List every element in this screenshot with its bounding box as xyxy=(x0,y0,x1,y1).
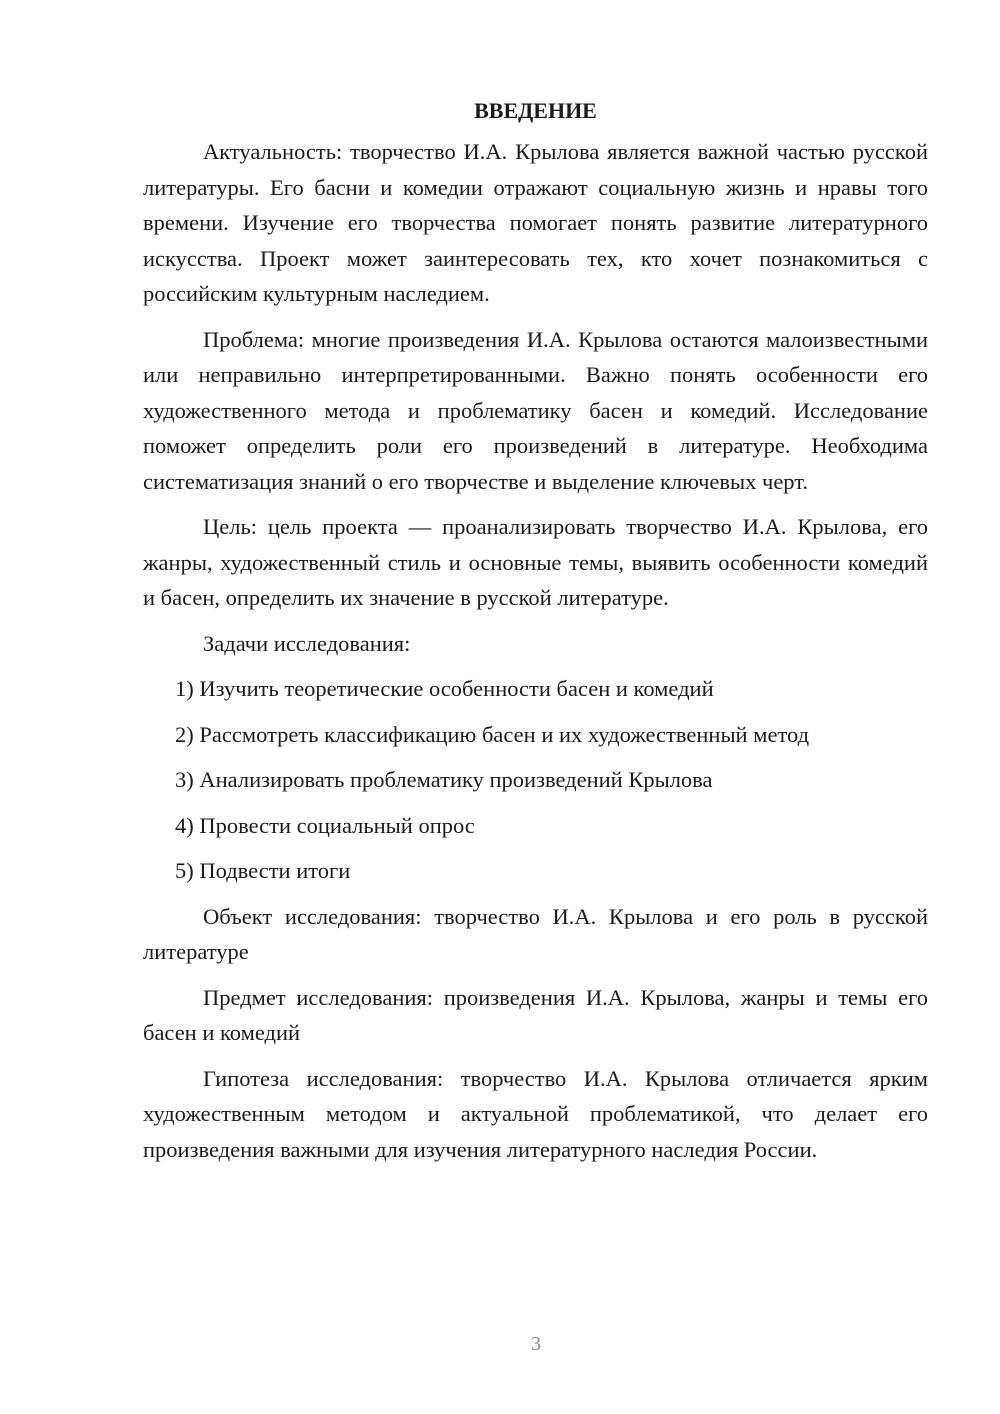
section-heading: ВВЕДЕНИЕ xyxy=(474,98,597,123)
page-number: 3 xyxy=(531,1333,541,1355)
task-list xyxy=(143,671,928,889)
goal-paragraph: Цель: цель проекта — проанализировать творчество И.А. Крылова, его жанры, художественный стиль и основные темы, выявить особенности комедий и басен, определить их значение в русской литературе. xyxy=(143,514,928,610)
task-item: 1) Изучить теоретические особенности басен и комедий xyxy=(175,676,714,701)
task-item: 5) Подвести итоги xyxy=(175,858,351,883)
tasks-title: Задачи исследования: xyxy=(203,630,411,656)
relevance-paragraph: Актуальность: творчество И.А. Крылова является важной частью русской литературы. Его басни и комедии отражают социальную жизнь и нравы того времени. Изучение его творчества помогает понять развитие литературного искусства. Проект может заинтересовать тех, кто хочет познакомиться с российским культурным наследием. xyxy=(143,139,928,306)
subject-paragraph: Предмет исследования: произведения И.А. Крылова, жанры и темы его басен и комедий xyxy=(143,984,928,1045)
task-item: 3) Анализировать проблематику произведений Крылова xyxy=(175,767,713,792)
hypothesis-paragraph: Гипотеза исследования: творчество И.А. Крылова отличается ярким художественным методом и актуальной проблематикой, что делает его произведения важными для изучения литературного наследия России. xyxy=(143,1065,928,1162)
task-item: 4) Провести социальный опрос xyxy=(175,812,475,838)
problem-paragraph: Проблема: многие произведения И.А. Крылова остаются малоизвестными или неправильно интерпретированными. Важно понять особенности его художественного метода и проблематику басен и комедий. Исследование поможет определить роли его произведений в литературе. Необходима систематизация знаний о его творчестве и выделение ключевых черт. xyxy=(143,326,928,494)
page-content xyxy=(143,96,928,1177)
task-item: 2) Рассмотреть классификацию басен и их художественный метод xyxy=(175,721,810,747)
object-paragraph: Объект исследования: творчество И.А. Крылова и его роль в русской литературе xyxy=(143,903,928,964)
